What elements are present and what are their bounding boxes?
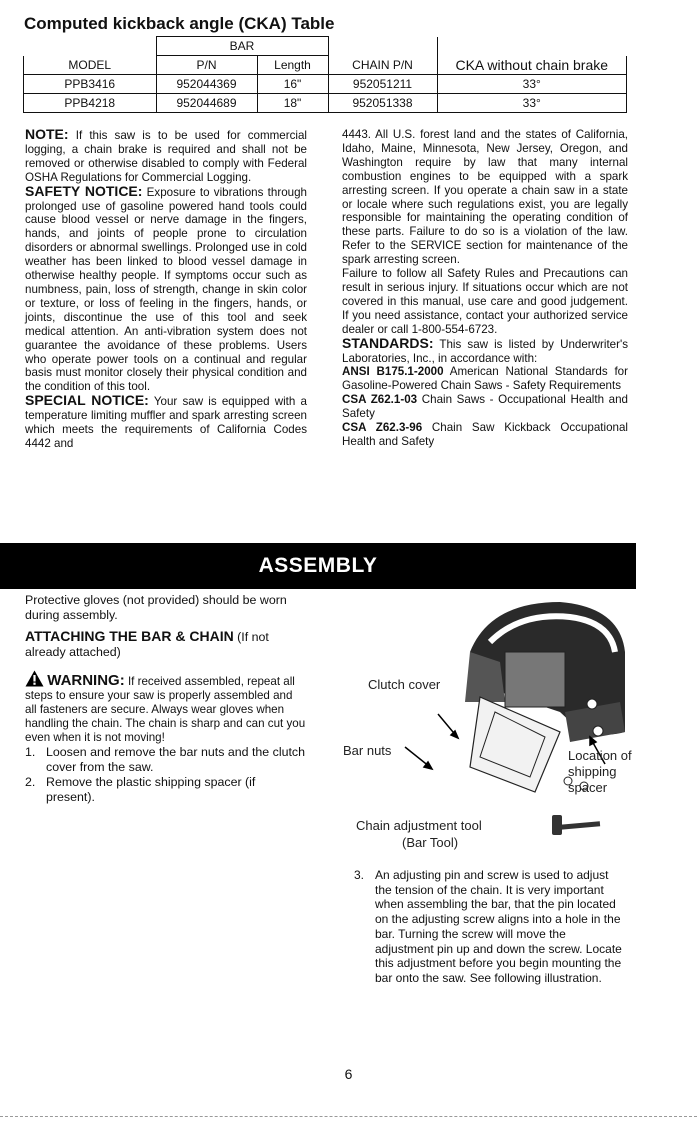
page-title: Computed kickback angle (CKA) Table bbox=[24, 14, 335, 33]
label-spacer: spacer bbox=[568, 780, 608, 795]
step-number: 1. bbox=[25, 744, 36, 759]
list-item bbox=[354, 868, 626, 986]
standard-code: CSA Z62.1-03 bbox=[342, 393, 418, 407]
table-cell bbox=[437, 37, 627, 56]
assembly-banner: ASSEMBLY bbox=[0, 543, 636, 589]
table-header: MODEL bbox=[24, 56, 157, 75]
attach-heading-paragraph bbox=[25, 629, 307, 660]
label-shipping: shipping bbox=[568, 764, 617, 779]
warning-paragraph bbox=[25, 670, 307, 745]
note-text: If this saw is to be used for commercial logging, a chain brake is required and shall not be removed or otherwise disabled to comply with Federal OSHA Regulations for Commercial Logging. bbox=[25, 129, 307, 184]
table-cell bbox=[328, 37, 437, 56]
standard-item bbox=[342, 393, 628, 421]
adjustment-tool-drawing bbox=[552, 815, 600, 835]
safety-notice-paragraph bbox=[25, 182, 307, 395]
cka-table bbox=[23, 36, 627, 113]
label-location: Location of bbox=[568, 748, 632, 763]
label-clutch-cover: Clutch cover bbox=[368, 677, 441, 692]
standard-item bbox=[342, 421, 628, 449]
standard-code: ANSI B175.1-2000 bbox=[342, 365, 444, 379]
steps-list-continued bbox=[354, 868, 626, 986]
warning-text: If received assembled, repeat all steps to ensure your saw is properly assembled and all fasteners are secure. Always wear gloves when handling the chain. The chain is sharp and can cut you even when it is not moving! bbox=[25, 675, 306, 744]
table-header: Length bbox=[257, 56, 328, 75]
standard-text: American National Standards for Gasoline-Powered Chain Saws - Safety Requirements bbox=[342, 365, 628, 393]
steps-list bbox=[25, 745, 307, 805]
note-lead: NOTE: bbox=[25, 126, 69, 142]
note-paragraph bbox=[25, 128, 307, 185]
attach-note: (If not already attached) bbox=[25, 630, 269, 659]
safety-rules-paragraph: Failure to follow all Safety Rules and Precautions can result in serious injury. If situations occur which are not covered in this manual, use care and good judgement. If you need assistance, contact your authorized service dealer or call 1-800-554-6723. bbox=[342, 267, 628, 336]
table-header-group-row bbox=[24, 37, 627, 56]
step-number: 3. bbox=[354, 868, 365, 882]
table-row bbox=[24, 94, 627, 113]
warning-lead: WARNING: bbox=[47, 672, 125, 689]
assembly-left-column bbox=[25, 593, 307, 805]
left-column bbox=[25, 128, 307, 451]
standards-lead: STANDARDS: bbox=[342, 334, 434, 351]
warning-icon bbox=[25, 670, 44, 687]
table-header: CHAIN P/N bbox=[328, 56, 437, 75]
table-cell: 952051338 bbox=[328, 94, 437, 113]
gloves-paragraph: Protective gloves (not provided) should be worn during assembly. bbox=[25, 593, 287, 622]
right-column bbox=[342, 128, 628, 449]
step-text: Remove the plastic shipping spacer (if present). bbox=[46, 774, 256, 804]
table-header-row bbox=[24, 56, 627, 75]
table-cell: 952044689 bbox=[156, 94, 257, 113]
standard-text: Chain Saws - Occupational Health and Safety bbox=[342, 393, 628, 421]
table-cell: 18" bbox=[257, 94, 328, 113]
special-notice-paragraph bbox=[25, 394, 307, 451]
safety-notice-lead: SAFETY NOTICE: bbox=[25, 182, 143, 199]
table-row bbox=[24, 75, 627, 94]
standards-paragraph bbox=[342, 334, 628, 366]
table-cell: 952051211 bbox=[328, 75, 437, 94]
table-cell: 952044369 bbox=[156, 75, 257, 94]
table-cell: 33° bbox=[437, 94, 627, 113]
table-cell bbox=[24, 37, 157, 56]
step-number: 2. bbox=[25, 774, 36, 789]
label-bar-nuts: Bar nuts bbox=[343, 743, 392, 758]
table-header: P/N bbox=[156, 56, 257, 75]
attach-heading: ATTACHING THE BAR & CHAIN bbox=[25, 628, 234, 644]
regulations-paragraph: 4443. All U.S. forest land and the states of California, Idaho, Maine, Minnesota, New Jersey, Oregon, and Washington require by law that many internal combustion engines to be equipped with a spark arresting screen. If you operate a chain saw in a state or locale where such regulations exist, you are legally responsible for maintaining the operating condition of these parts. Failure to do so is a violation of the law. Refer to the SERVICE section for maintenance of the spark arresting screen. bbox=[342, 128, 628, 267]
step-text: Loosen and remove the bar nuts and the clutch cover from the saw. bbox=[46, 744, 305, 774]
step-text: An adjusting pin and screw is used to adjust the tension of the chain. It is very important when assembling the bar, that the pin located on the adjusting screw aligns into a hole in the bar. Turning the screw will move the adjustment pin up and down the screw. Locate this adjustment before you begin mounting the bar onto the saw. See following illustration. bbox=[375, 868, 622, 985]
special-notice-text: Your saw is equipped with a temperature limiting muffler and spark arresting screen which meets the requirements of California Codes 4442 and bbox=[25, 395, 307, 450]
special-notice-lead: SPECIAL NOTICE: bbox=[25, 392, 149, 409]
list-item bbox=[25, 745, 307, 775]
standard-item bbox=[342, 365, 628, 393]
list-item bbox=[25, 775, 307, 805]
safety-notice-text: Exposure to vibrations through prolonged use of gasoline powered hand tools could cause blood vessel or nerve damage in the fingers, hands, and joints of people prone to circulation disorders or abnormal swellings. Prolonged use in cold weather has been linked to blood vessel damage in otherwise healthy people. If symptoms occur such as numbness, pain, loss of strength, change in skin color or texture, or loss of feeling in the fingers, hands, or joints, discontinue the use of this tool and seek medical attention. An anti-vibration system does not guarantee the avoidance of these problems. Users who operate power tools on a continual and regular basis must monitor closely their physical condition and the condition of this tool. bbox=[25, 185, 307, 394]
table-group-header: BAR bbox=[156, 37, 328, 56]
table-header: CKA without chain brake bbox=[437, 56, 627, 75]
table-cell: PPB3416 bbox=[24, 75, 157, 94]
label-bar-tool: (Bar Tool) bbox=[402, 835, 459, 850]
bottom-rule bbox=[0, 1116, 697, 1117]
standard-code: CSA Z62.3-96 bbox=[342, 421, 423, 435]
table-cell: 16" bbox=[257, 75, 328, 94]
standard-text: Chain Saw Kickback Occupational Health and Safety bbox=[342, 421, 628, 448]
page-number: 6 bbox=[344, 1066, 353, 1082]
step3-block bbox=[354, 868, 626, 986]
chainsaw-illustration bbox=[330, 592, 630, 852]
table-cell: PPB4218 bbox=[24, 94, 157, 113]
label-chain-adjustment-tool: Chain adjustment tool bbox=[356, 818, 482, 833]
standards-text: This saw is listed by Underwriter's Laboratories, Inc., in accordance with: bbox=[342, 337, 628, 365]
table-cell: 33° bbox=[437, 75, 627, 94]
